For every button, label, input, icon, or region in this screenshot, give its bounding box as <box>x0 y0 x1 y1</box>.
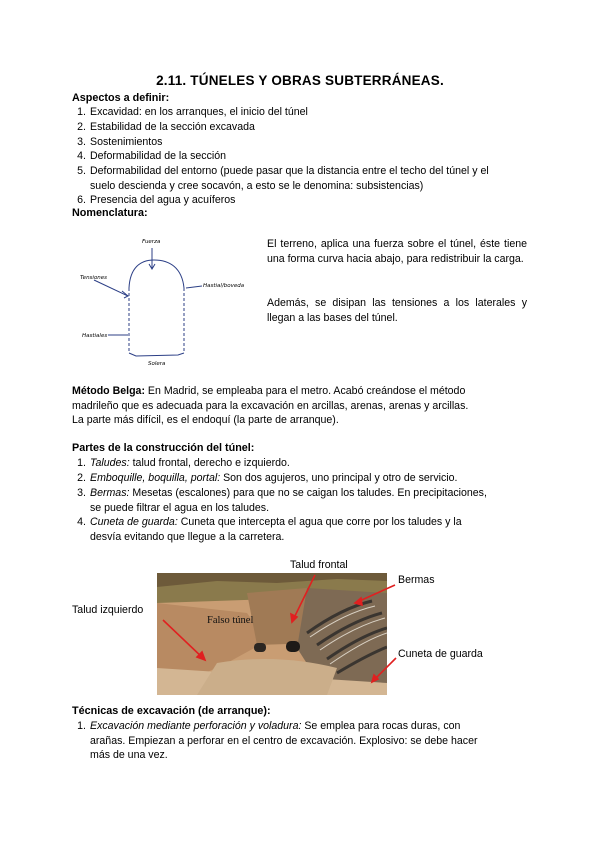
list-text: Deformabilidad de la sección <box>90 150 227 162</box>
list-number: 6. <box>77 194 86 206</box>
list-text: Se emplea para rocas duras, con <box>301 720 461 732</box>
label-talud-frontal: Talud frontal <box>290 559 348 571</box>
list-text-last: más de una vez. <box>90 749 168 762</box>
list-number: 4. <box>77 150 86 162</box>
list-number: 4. <box>77 516 86 528</box>
arrow-talud-izquierdo <box>163 620 205 660</box>
list-term: Cuneta de guarda: <box>90 516 178 528</box>
list-number: 1. <box>77 457 86 469</box>
list-number: 1. <box>77 720 86 732</box>
list-text-cont: desvía evitando que llegue a la carretera. <box>90 530 285 543</box>
list-text-cont: suelo descienda y cree socavón, a esto se le denomina: subsistencias) <box>90 179 424 192</box>
list-term: Taludes: <box>90 457 130 469</box>
label-cuneta-guarda: Cuneta de guarda <box>398 648 483 660</box>
list-text: Deformabilidad del entorno (puede pasar que la distancia entre el techo del túnel y el <box>90 165 489 177</box>
section-heading-partes: Partes de la construcción del túnel: <box>72 442 255 454</box>
list-text: Mesetas (escalones) para que no se caigan los taludes. En precipitaciones, <box>129 487 487 499</box>
list-text: Son dos agujeros, uno principal y otro de servicio. <box>220 472 458 484</box>
section-heading-nomenclatura: Nomenclatura: <box>72 207 148 219</box>
list-text-cont: se puede filtrar el agua en los taludes. <box>90 501 270 514</box>
sketch-label-boveda: Hastial/boveda <box>203 283 245 289</box>
list-number: 5. <box>77 165 86 177</box>
list-text: Estabilidad de la sección excavada <box>90 121 255 133</box>
page-title: 2.11. TÚNELES Y OBRAS SUBTERRÁNEAS. <box>156 73 444 88</box>
section-heading-aspectos: Aspectos a definir: <box>72 92 170 104</box>
list-text: Presencia del agua y acuíferos <box>90 194 236 206</box>
metodo-belga-text: En Madrid, se empleaba para el metro. Acabó creándose el método <box>144 385 466 397</box>
list-term: Bermas: <box>90 487 130 499</box>
metodo-belga-text-last: La parte más difícil, es el endoquí (la parte de arranque). <box>72 414 339 427</box>
sketch-label-solera: Solera <box>148 361 166 367</box>
sketch-label-hastiales: Hastiales <box>82 333 108 339</box>
arrowhead-bermas <box>355 598 362 605</box>
list-number: 3. <box>77 136 86 148</box>
list-text: talud frontal, derecho e izquierdo. <box>129 457 290 469</box>
falso-tunel-label: Falso túnel <box>207 615 254 626</box>
sketch-label-tensiones: Tensiones <box>80 275 108 281</box>
list-number: 1. <box>77 106 86 118</box>
list-text-cont: arañas. Empiezan a perforar en el centro de excavación. Explosivo: se debe hacer <box>90 734 478 747</box>
list-item <box>77 719 530 763</box>
sketch-label-fuerza: Fuerza <box>142 239 161 245</box>
nomenclatura-paragraph-1: El terreno, aplica una fuerza sobre el túnel, éste tiene una forma curva hacia abajo, para redistribuir la carga. <box>267 238 527 265</box>
list-term: Emboquille, boquilla, portal: <box>90 472 221 484</box>
list-number: 2. <box>77 472 86 484</box>
list-text: Cuneta que intercepta el agua que corre por los taludes y la <box>177 516 462 528</box>
nomenclatura-paragraph-2: Además, se disipan las tensiones a los laterales y llegan a las bases del túnel. <box>267 297 527 324</box>
section-heading-tecnicas: Técnicas de excavación (de arranque): <box>72 705 271 717</box>
arrow-talud-frontal <box>292 575 315 622</box>
metodo-belga-text-cont: madrileño que es adecuada para la excavación en arcillas, arenas, arenas y arcillas. <box>72 399 469 412</box>
list-term: Excavación mediante perforación y voladura: <box>90 720 302 732</box>
list-number: 3. <box>77 487 86 499</box>
metodo-belga-label: Método Belga: <box>72 385 145 397</box>
label-talud-izquierdo: Talud izquierdo <box>72 604 144 616</box>
list-text: Excavidad: en los arranques, el inicio del túnel <box>90 106 308 118</box>
list-text: Sostenimientos <box>90 136 163 148</box>
list-number: 2. <box>77 121 86 133</box>
label-bermas: Bermas <box>398 574 435 586</box>
